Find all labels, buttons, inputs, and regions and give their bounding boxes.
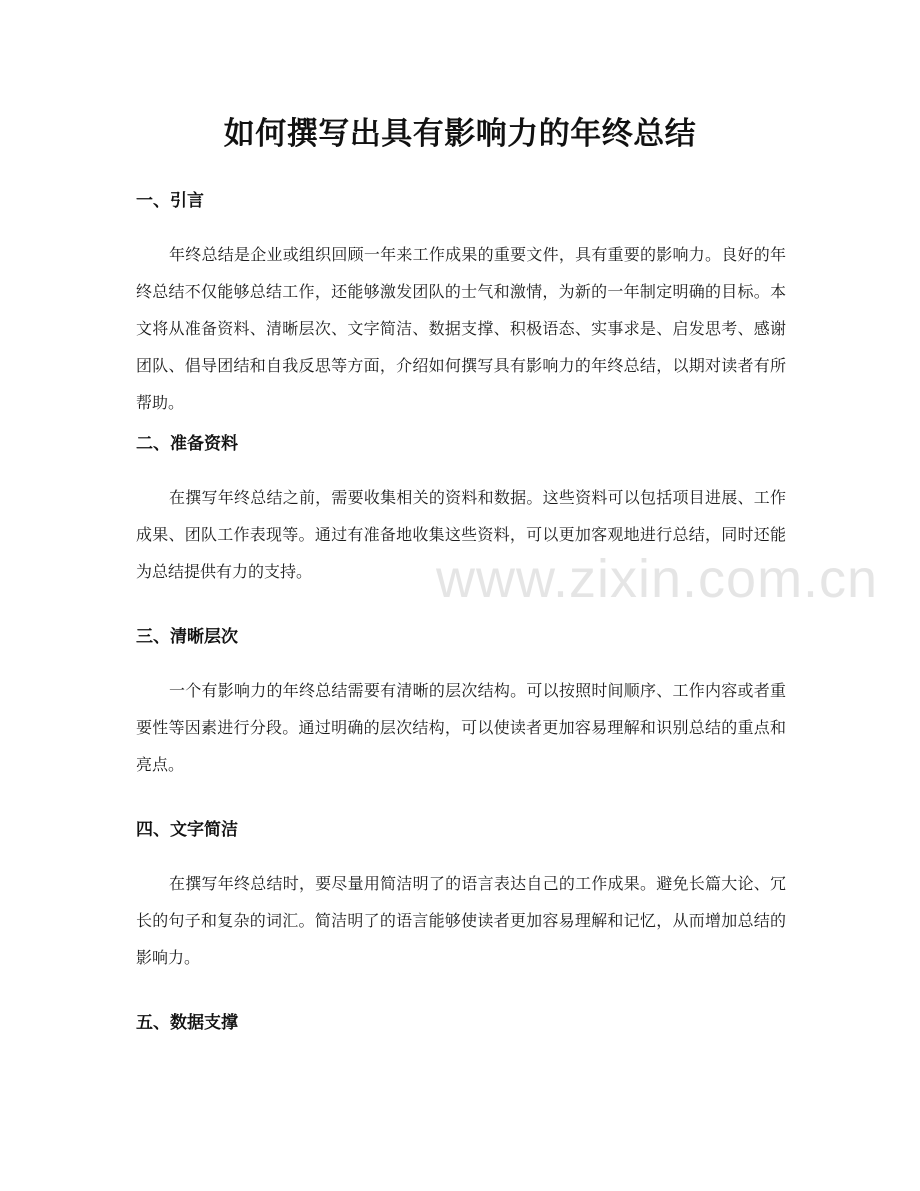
section-heading: 二、准备资料	[136, 434, 238, 454]
document-body	[136, 186, 786, 1058]
section-heading: 三、清晰层次	[136, 627, 238, 647]
section-paragraph: 一个有影响力的年终总结需要有清晰的层次结构。可以按照时间顺序、工作内容或者重要性等因素进行分段。通过明确的层次结构，可以使读者更加容易理解和识别总结的重点和亮点。	[136, 681, 786, 774]
section-heading: 四、文字简洁	[136, 820, 238, 840]
section-preparation	[136, 429, 786, 602]
document-title: 如何撰写出具有影响力的年终总结	[223, 116, 697, 152]
section-paragraph: 在撰写年终总结时，要尽量用简洁明了的语言表达自己的工作成果。避免长篇大论、冗长的句子和复杂的词汇。简洁明了的语言能够使读者更加容易理解和记忆，从而增加总结的影响力。	[136, 874, 786, 967]
section-heading: 一、引言	[136, 191, 204, 211]
section-concise-writing	[136, 815, 786, 988]
section-data-support	[136, 1008, 786, 1038]
section-clear-structure	[136, 622, 786, 795]
watermark: www.zixin.com.cn	[436, 549, 879, 609]
section-introduction	[136, 186, 786, 412]
section-heading: 五、数据支撑	[136, 1013, 238, 1033]
section-paragraph: 在撰写年终总结之前，需要收集相关的资料和数据。这些资料可以包括项目进展、工作成果、团队工作表现等。通过有准备地收集这些资料，可以更加客观地进行总结，同时还能为总结提供有力的支持。	[136, 488, 786, 581]
section-paragraph: 年终总结是企业或组织回顾一年来工作成果的重要文件，具有重要的影响力。良好的年终总结不仅能够总结工作，还能够激发团队的士气和激情，为新的一年制定明确的目标。本文将从准备资料、清晰层次、文字简洁、数据支撑、积极语态、实事求是、启发思考、感谢团队、倡导团结和自我反思等方面，介绍如何撰写具有影响力的年终总结，以期对读者有所帮助。	[136, 245, 786, 412]
